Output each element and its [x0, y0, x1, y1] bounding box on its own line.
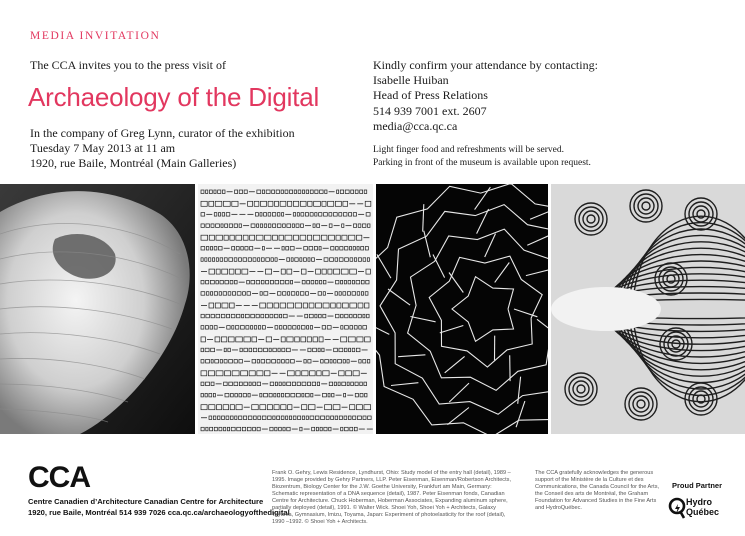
contact-name: Isabelle Huiban: [373, 73, 449, 88]
lead-line: The CCA invites you to the press visit of: [30, 58, 226, 72]
hydro-q-icon: [668, 496, 686, 520]
image-credits: Frank O. Gehry, Lewis Residence, Lyndhurst, Ohio: Study model of the entry hall (detail), 1989 –1995. Image provided by Gehry Partners, LLP. Peter Eisenman, Eisenman/Robertson Architects, Biozentrum, Biology Center for the J.W. Goethe University, Frankfurt am Main, Germany: Schematic representation of a DNA sequence (detail), 1987. Peter Eisenman fonds, Canadian Centre for Architecture. Chuck Hoberman, Hoberman Associates, Expanding aluminum sphere, partially deployed (detail), 1991. © Walter Wick. Shoei Yoh, Shoei Yoh + Architects, Galaxy Toyama, Gymnasium, Imizu, Toyama, Japan: Experiment of photoelasticity for the roof (detail), 1990 –1992. © Shoei Yoh + Architects.: [272, 470, 512, 525]
contact-role: Head of Press Relations: [373, 88, 488, 103]
note-refreshments: Light finger food and refreshments will be served.: [373, 145, 564, 155]
hydro-wordmark-line1: Hydro: [686, 497, 713, 507]
kicker: MEDIA INVITATION: [30, 30, 161, 42]
acknowledgement: The CCA gratefully acknowledges the generous support of the Ministère de la Culture et des Communications, the Canada Council for the Arts, the Conseil des arts de Montréal, the Graham Foundation for Advanced Studies in the Fine Arts and HydroQuébec.: [535, 470, 660, 511]
hydro-quebec-wordmark: [686, 497, 719, 517]
dna-sequence-schematic-image: [198, 184, 373, 434]
details-address: 1920, rue Baile, Montréal (Main Galleries): [30, 156, 237, 170]
details-curator: In the company of Greg Lynn, curator of the exhibition: [30, 126, 295, 140]
organization-names: Centre Canadien d’Architecture Canadian Centre for Architecture: [28, 497, 264, 506]
details-date: Tuesday 7 May 2013 at 11 am: [30, 141, 176, 155]
expanding-aluminum-sphere-image: [376, 184, 548, 434]
hydro-wordmark-line2: Québec: [686, 507, 720, 517]
note-parking: Parking in front of the museum is available upon request.: [373, 158, 591, 168]
exhibition-title: Archaeology of the Digital: [28, 82, 320, 112]
partner-label: Proud Partner: [672, 481, 723, 490]
contact-email[interactable]: media@cca.qc.ca: [373, 118, 458, 133]
rsvp-intro: Kindly confirm your attendance by contacting:: [373, 58, 598, 72]
rsvp-block: [373, 58, 598, 134]
notes: [373, 144, 591, 170]
hydro-quebec-logo: [668, 496, 726, 520]
photoelasticity-experiment-image: [551, 184, 745, 434]
organization-address[interactable]: 1920, rue Baile, Montréal 514 939 7026 cca.qc.ca/archaeologyofthedigital: [28, 508, 290, 517]
cca-logo: CCA: [28, 461, 90, 494]
lewis-residence-study-model-image: [0, 184, 195, 434]
contact-phone[interactable]: 514 939 7001 ext. 2607: [373, 103, 487, 118]
event-details: [30, 126, 295, 171]
